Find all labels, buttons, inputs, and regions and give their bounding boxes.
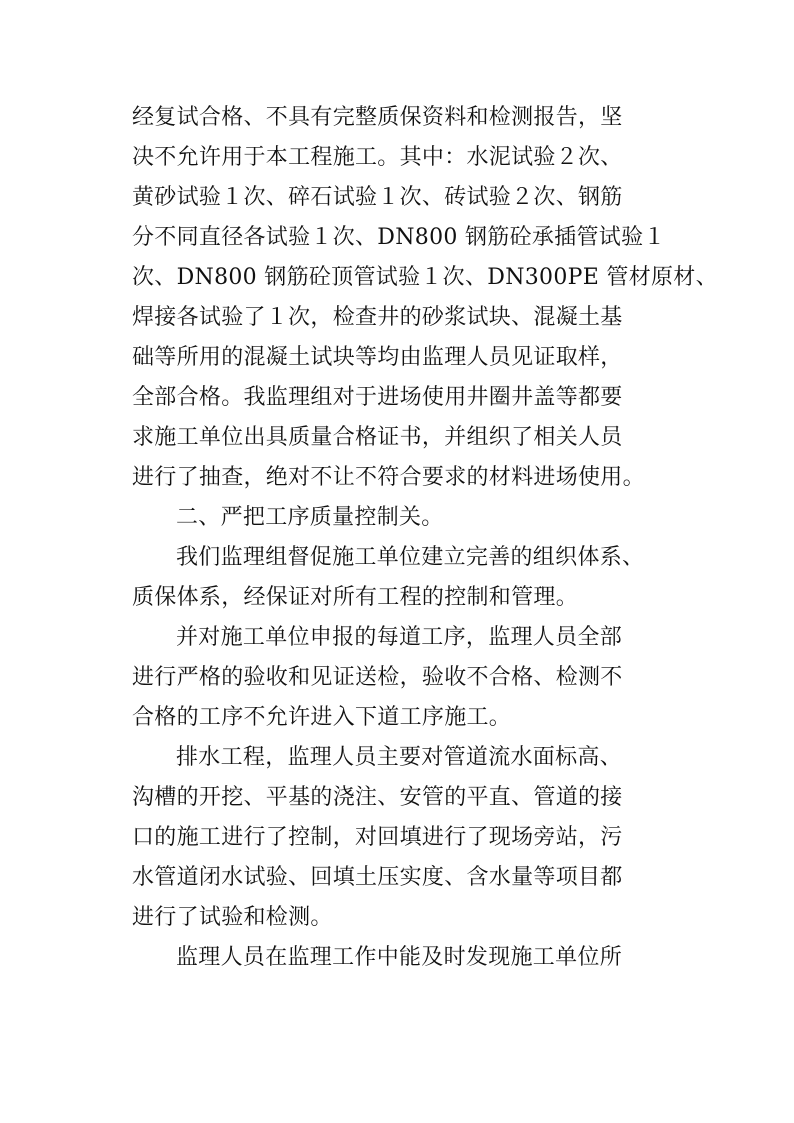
paragraph-start: 排水工程，监理人员主要对管道流水面标高、: [176, 745, 623, 770]
text-line: 全部合格。我监理组对于进场使用井圈井盖等都要: [132, 385, 623, 410]
text-line: 进行了试验和检测。: [132, 905, 333, 930]
text-line: 黄砂试验１次、碎石试验１次、砖试验２次、钢筋: [132, 185, 623, 210]
text-line: 质保体系，经保证对所有工程的控制和管理。: [132, 585, 579, 610]
paragraph-start: 监理人员在监理工作中能及时发现施工单位所: [176, 945, 623, 970]
paragraph-start: 并对施工单位申报的每道工序，监理人员全部: [176, 625, 623, 650]
text-line: 决不允许用于本工程施工。其中：水泥试验２次、: [132, 145, 623, 170]
text-line: 次、DN800 钢筋砼顶管试验１次、DN300PE 管材原材、: [132, 265, 718, 290]
text-line: 经复试合格、不具有完整质保资料和检测报告，坚: [132, 105, 623, 130]
text-line: 础等所用的混凝土试块等均由监理人员见证取样，: [132, 345, 623, 370]
text-line: 求施工单位出具质量合格证书，并组织了相关人员: [132, 425, 623, 450]
text-line: 进行严格的验收和见证送检，验收不合格、检测不: [132, 665, 623, 690]
body-text: [132, 98, 718, 978]
text-line: 沟槽的开挖、平基的浇注、安管的平直、管道的接: [132, 785, 623, 810]
text-line: 口的施工进行了控制，对回填进行了现场旁站，污: [132, 825, 623, 850]
text-line: 分不同直径各试验１次、DN800 钢筋砼承插管试验１: [132, 225, 666, 250]
text-line: 合格的工序不允许进入下道工序施工。: [132, 705, 512, 730]
paragraph-start: 我们监理组督促施工单位建立完善的组织体系、: [176, 545, 645, 570]
section-heading: 二、严把工序质量控制关。: [176, 505, 444, 530]
text-line: 水管道闭水试验、回填土压实度、含水量等项目都: [132, 865, 623, 890]
text-line: 焊接各试验了１次，检查井的砂浆试块、混凝土基: [132, 305, 623, 330]
text-line: 进行了抽查，绝对不让不符合要求的材料进场使用。: [132, 465, 645, 490]
